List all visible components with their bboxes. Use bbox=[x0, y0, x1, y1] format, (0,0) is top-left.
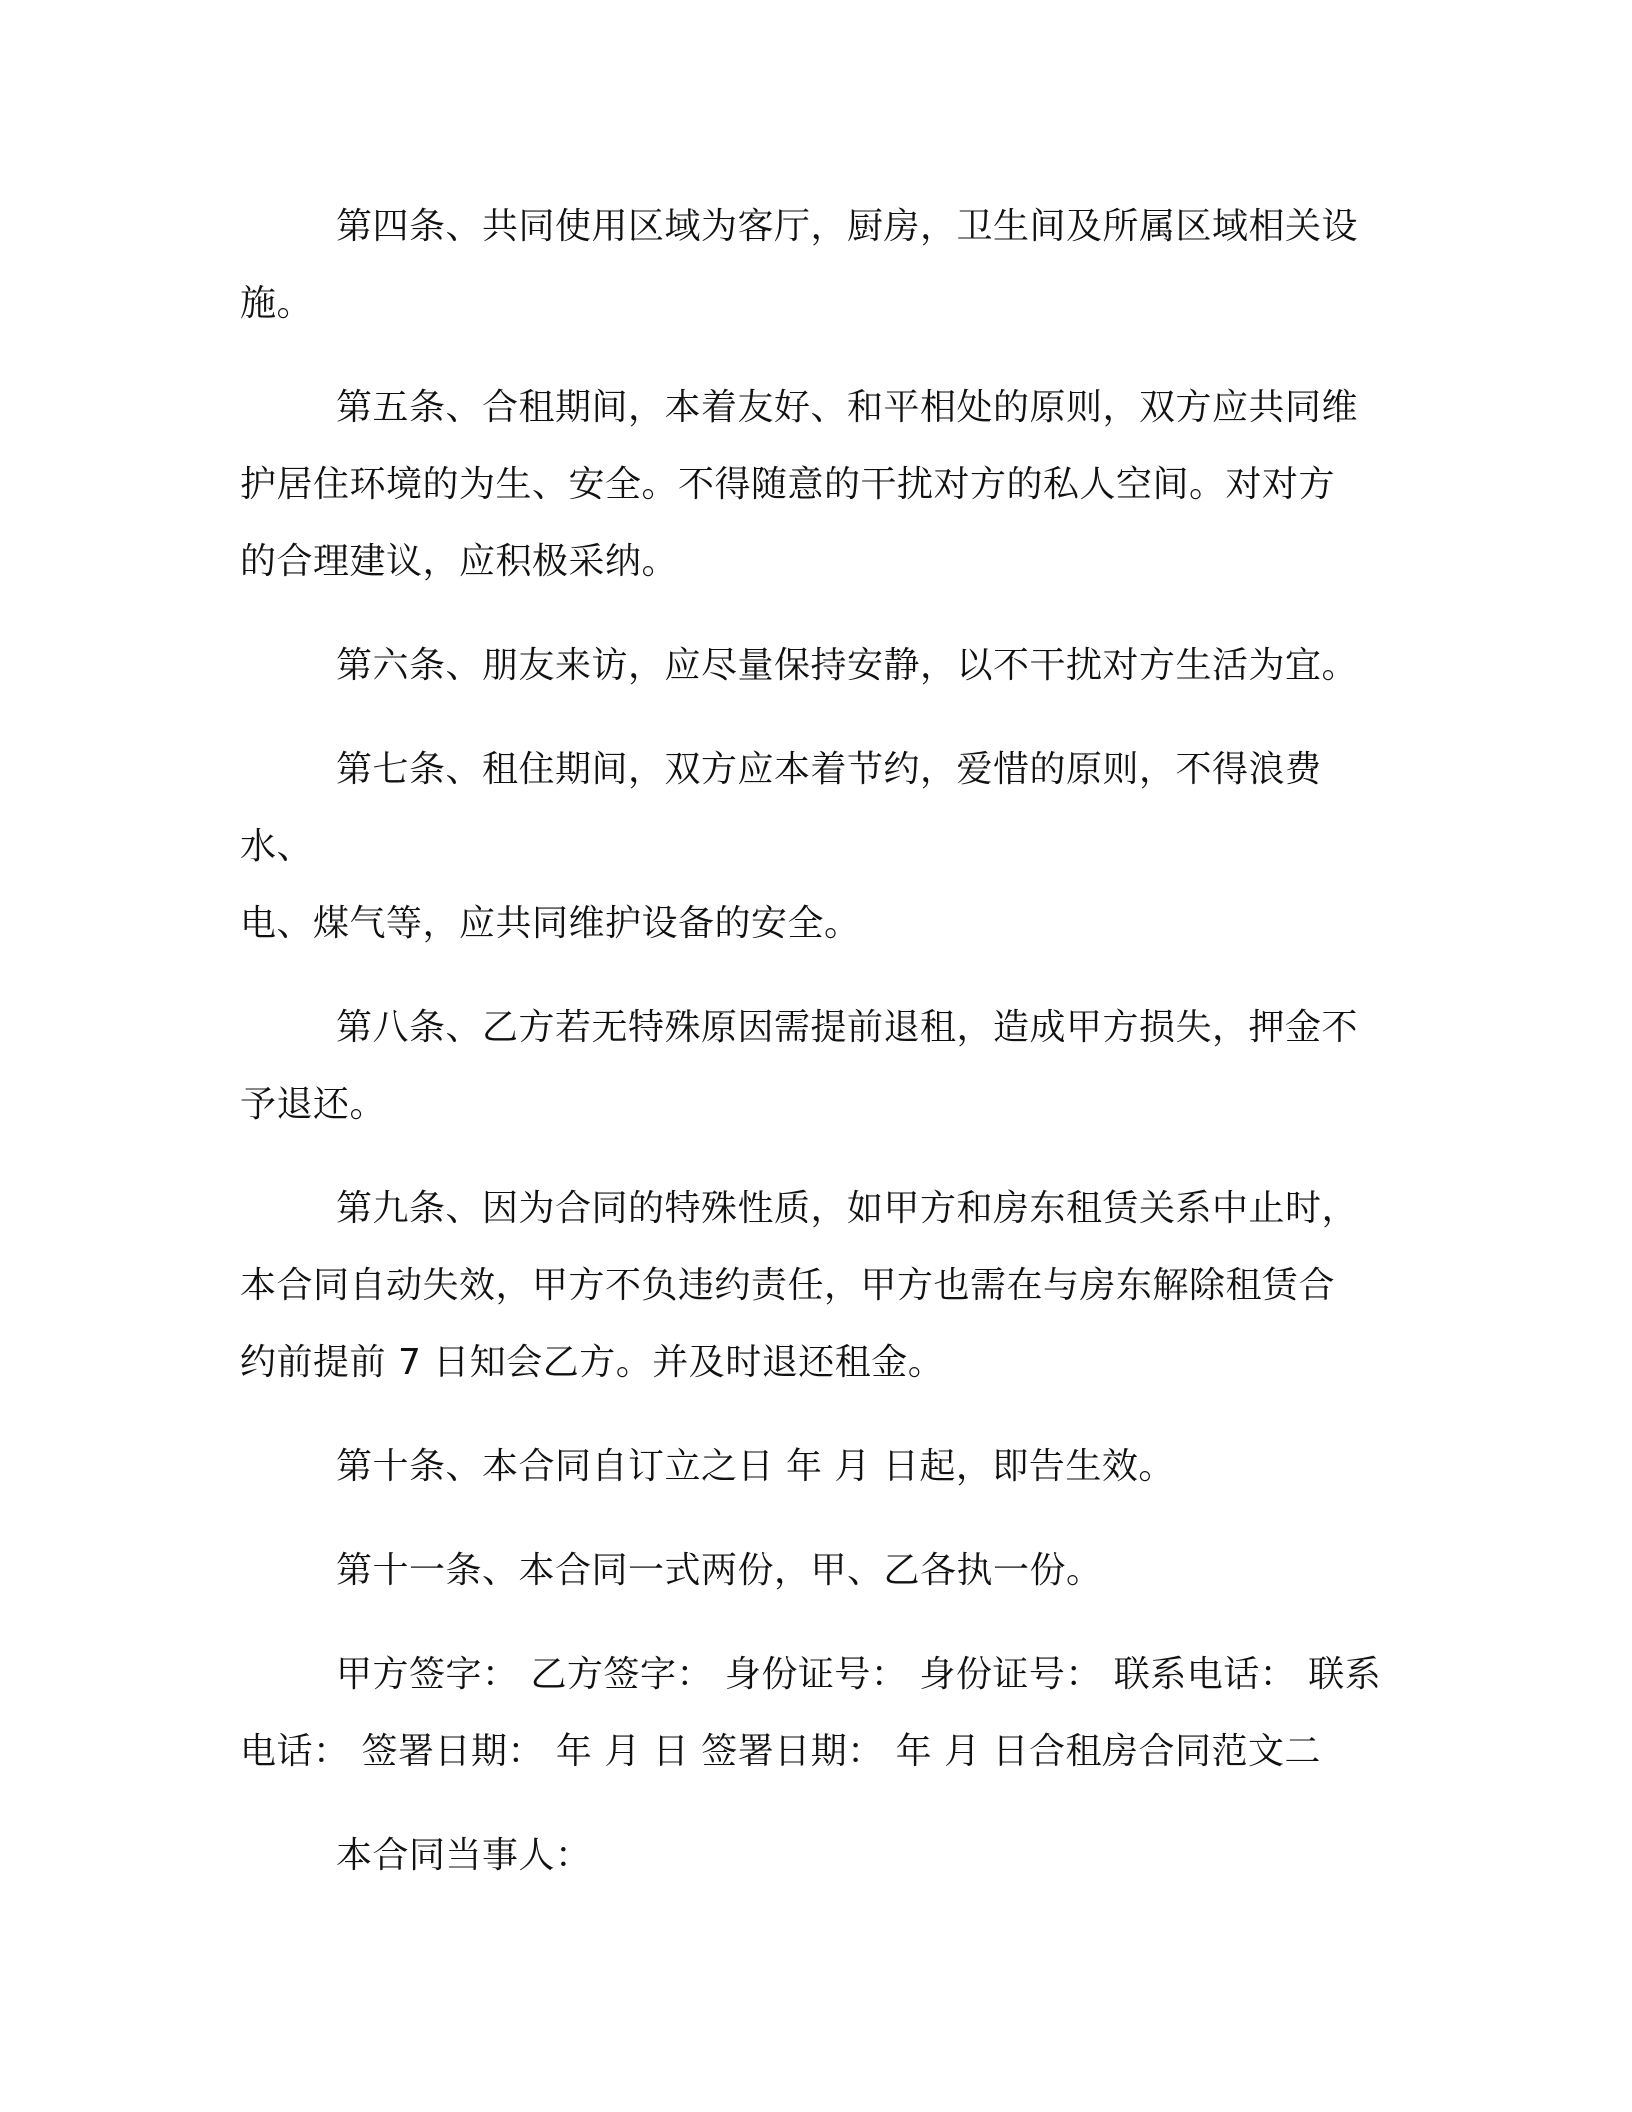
article-10-paragraph: 第十条、本合同自订立之日 年 月 日起，即告生效。 bbox=[336, 1446, 1175, 1487]
article-6-paragraph: 第六条、朋友来访，应尽量保持安静，以不干扰对方生活为宜。 bbox=[336, 645, 1359, 686]
signature-block-paragraph: 甲方签字： 乙方签字： 身份证号： 身份证号： 联系电话： 联系 电话： 签署日期： 年 月 日 签署日期： 年 月 日合租房合同范文二 bbox=[240, 1654, 1382, 1772]
article-8-paragraph: 第八条、乙方若无特殊原因需提前退租，造成甲方损失，押金不 予退还。 bbox=[240, 1007, 1359, 1125]
article-4-paragraph: 第四条、共同使用区域为客厅，厨房，卫生间及所属区域相关设 施。 bbox=[240, 206, 1359, 324]
document-body bbox=[240, 188, 1390, 1921]
contract-parties-heading: 本合同当事人： bbox=[336, 1835, 592, 1876]
article-11-paragraph: 第十一条、本合同一式两份，甲、乙各执一份。 bbox=[336, 1550, 1103, 1591]
article-5-paragraph: 第五条、合租期间，本着友好、和平相处的原则，双方应共同维 护居住环境的为生、安全。不得随意的干扰对方的私人空间。对对方 的合理建议，应积极采纳。 bbox=[240, 387, 1359, 582]
article-9-paragraph: 第九条、因为合同的特殊性质，如甲方和房东租赁关系中止时， 本合同自动失效，甲方不负违约责任，甲方也需在与房东解除租赁合 约前提前 7 日知会乙方。并及时退还租金。 bbox=[240, 1188, 1359, 1383]
article-7-paragraph: 第七条、租住期间，双方应本着节约，爱惜的原则，不得浪费水、 电、煤气等，应共同维护设备的安全。 bbox=[240, 749, 1322, 944]
